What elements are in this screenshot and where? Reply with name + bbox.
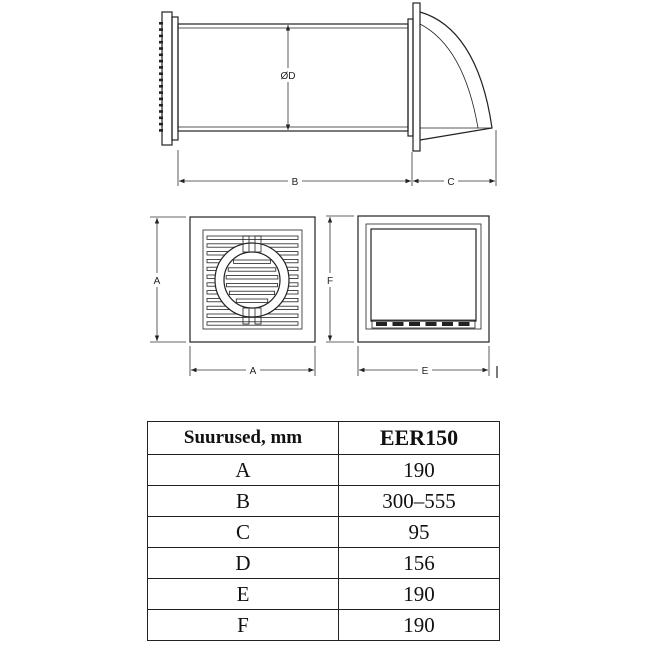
drain-slot <box>393 322 404 326</box>
grille-rib <box>159 98 163 101</box>
table-header-row <box>148 422 500 455</box>
dimensions-table <box>147 421 500 641</box>
dimension-key: A <box>148 455 339 486</box>
grille-rib <box>159 22 163 25</box>
hood-plate <box>413 3 420 151</box>
dimension-value: 300–555 <box>339 486 500 517</box>
front-view <box>150 217 315 377</box>
dimension-key: F <box>148 610 339 641</box>
table-header-model: EER150 <box>339 422 500 455</box>
back-height-label: F <box>326 276 334 287</box>
dimension-key: B <box>148 486 339 517</box>
grille-rib <box>159 129 163 132</box>
dimension-value: 190 <box>339 455 500 486</box>
grille-rib <box>159 110 163 113</box>
louvre-slat <box>207 322 298 325</box>
table-row <box>148 486 500 517</box>
drain-slot <box>409 322 420 326</box>
side-view <box>159 3 496 188</box>
grille-rib <box>159 35 163 38</box>
dimension-value: 190 <box>339 579 500 610</box>
grille-plate <box>162 12 172 145</box>
grille-rib <box>159 54 163 57</box>
dimension-key: D <box>148 548 339 579</box>
hood-c-label: C <box>447 177 455 188</box>
grille-rib <box>159 91 163 94</box>
outer-flange <box>408 19 413 136</box>
drain-slot <box>426 322 437 326</box>
grille-rib <box>159 85 163 88</box>
grille-rib <box>159 47 163 50</box>
front-height-label: A <box>153 276 161 287</box>
dimension-value: 190 <box>339 610 500 641</box>
grille-rib <box>159 41 163 44</box>
table-row <box>148 610 500 641</box>
drain-slot <box>459 322 470 326</box>
diameter-label: ØD <box>280 71 296 82</box>
back-opening <box>371 229 476 321</box>
dimension-value: 95 <box>339 517 500 548</box>
drain-slot <box>442 322 453 326</box>
table-row <box>148 548 500 579</box>
table-row <box>148 517 500 548</box>
grille-rib <box>159 72 163 75</box>
dimension-key: E <box>148 579 339 610</box>
inner-flange <box>172 17 178 140</box>
grille-rib <box>159 117 163 120</box>
back-frame-inner <box>366 224 481 329</box>
grille-rib <box>159 28 163 31</box>
back-slots <box>376 322 470 326</box>
grille-rib <box>159 123 163 126</box>
grille-rib <box>159 104 163 107</box>
length-b-label: B <box>291 177 299 188</box>
grille-rib <box>159 79 163 82</box>
back-width-label: E <box>421 366 429 377</box>
dimension-key: C <box>148 517 339 548</box>
louvre-slat <box>207 236 298 239</box>
front-width-label: A <box>249 366 257 377</box>
grille-rib <box>159 66 163 69</box>
dimension-value: 156 <box>339 548 500 579</box>
table-row <box>148 579 500 610</box>
drain-slot <box>376 322 387 326</box>
grille-rib <box>159 60 163 63</box>
table-row <box>148 455 500 486</box>
table-header-size: Suurused, mm <box>148 422 339 455</box>
back-view <box>323 216 497 378</box>
